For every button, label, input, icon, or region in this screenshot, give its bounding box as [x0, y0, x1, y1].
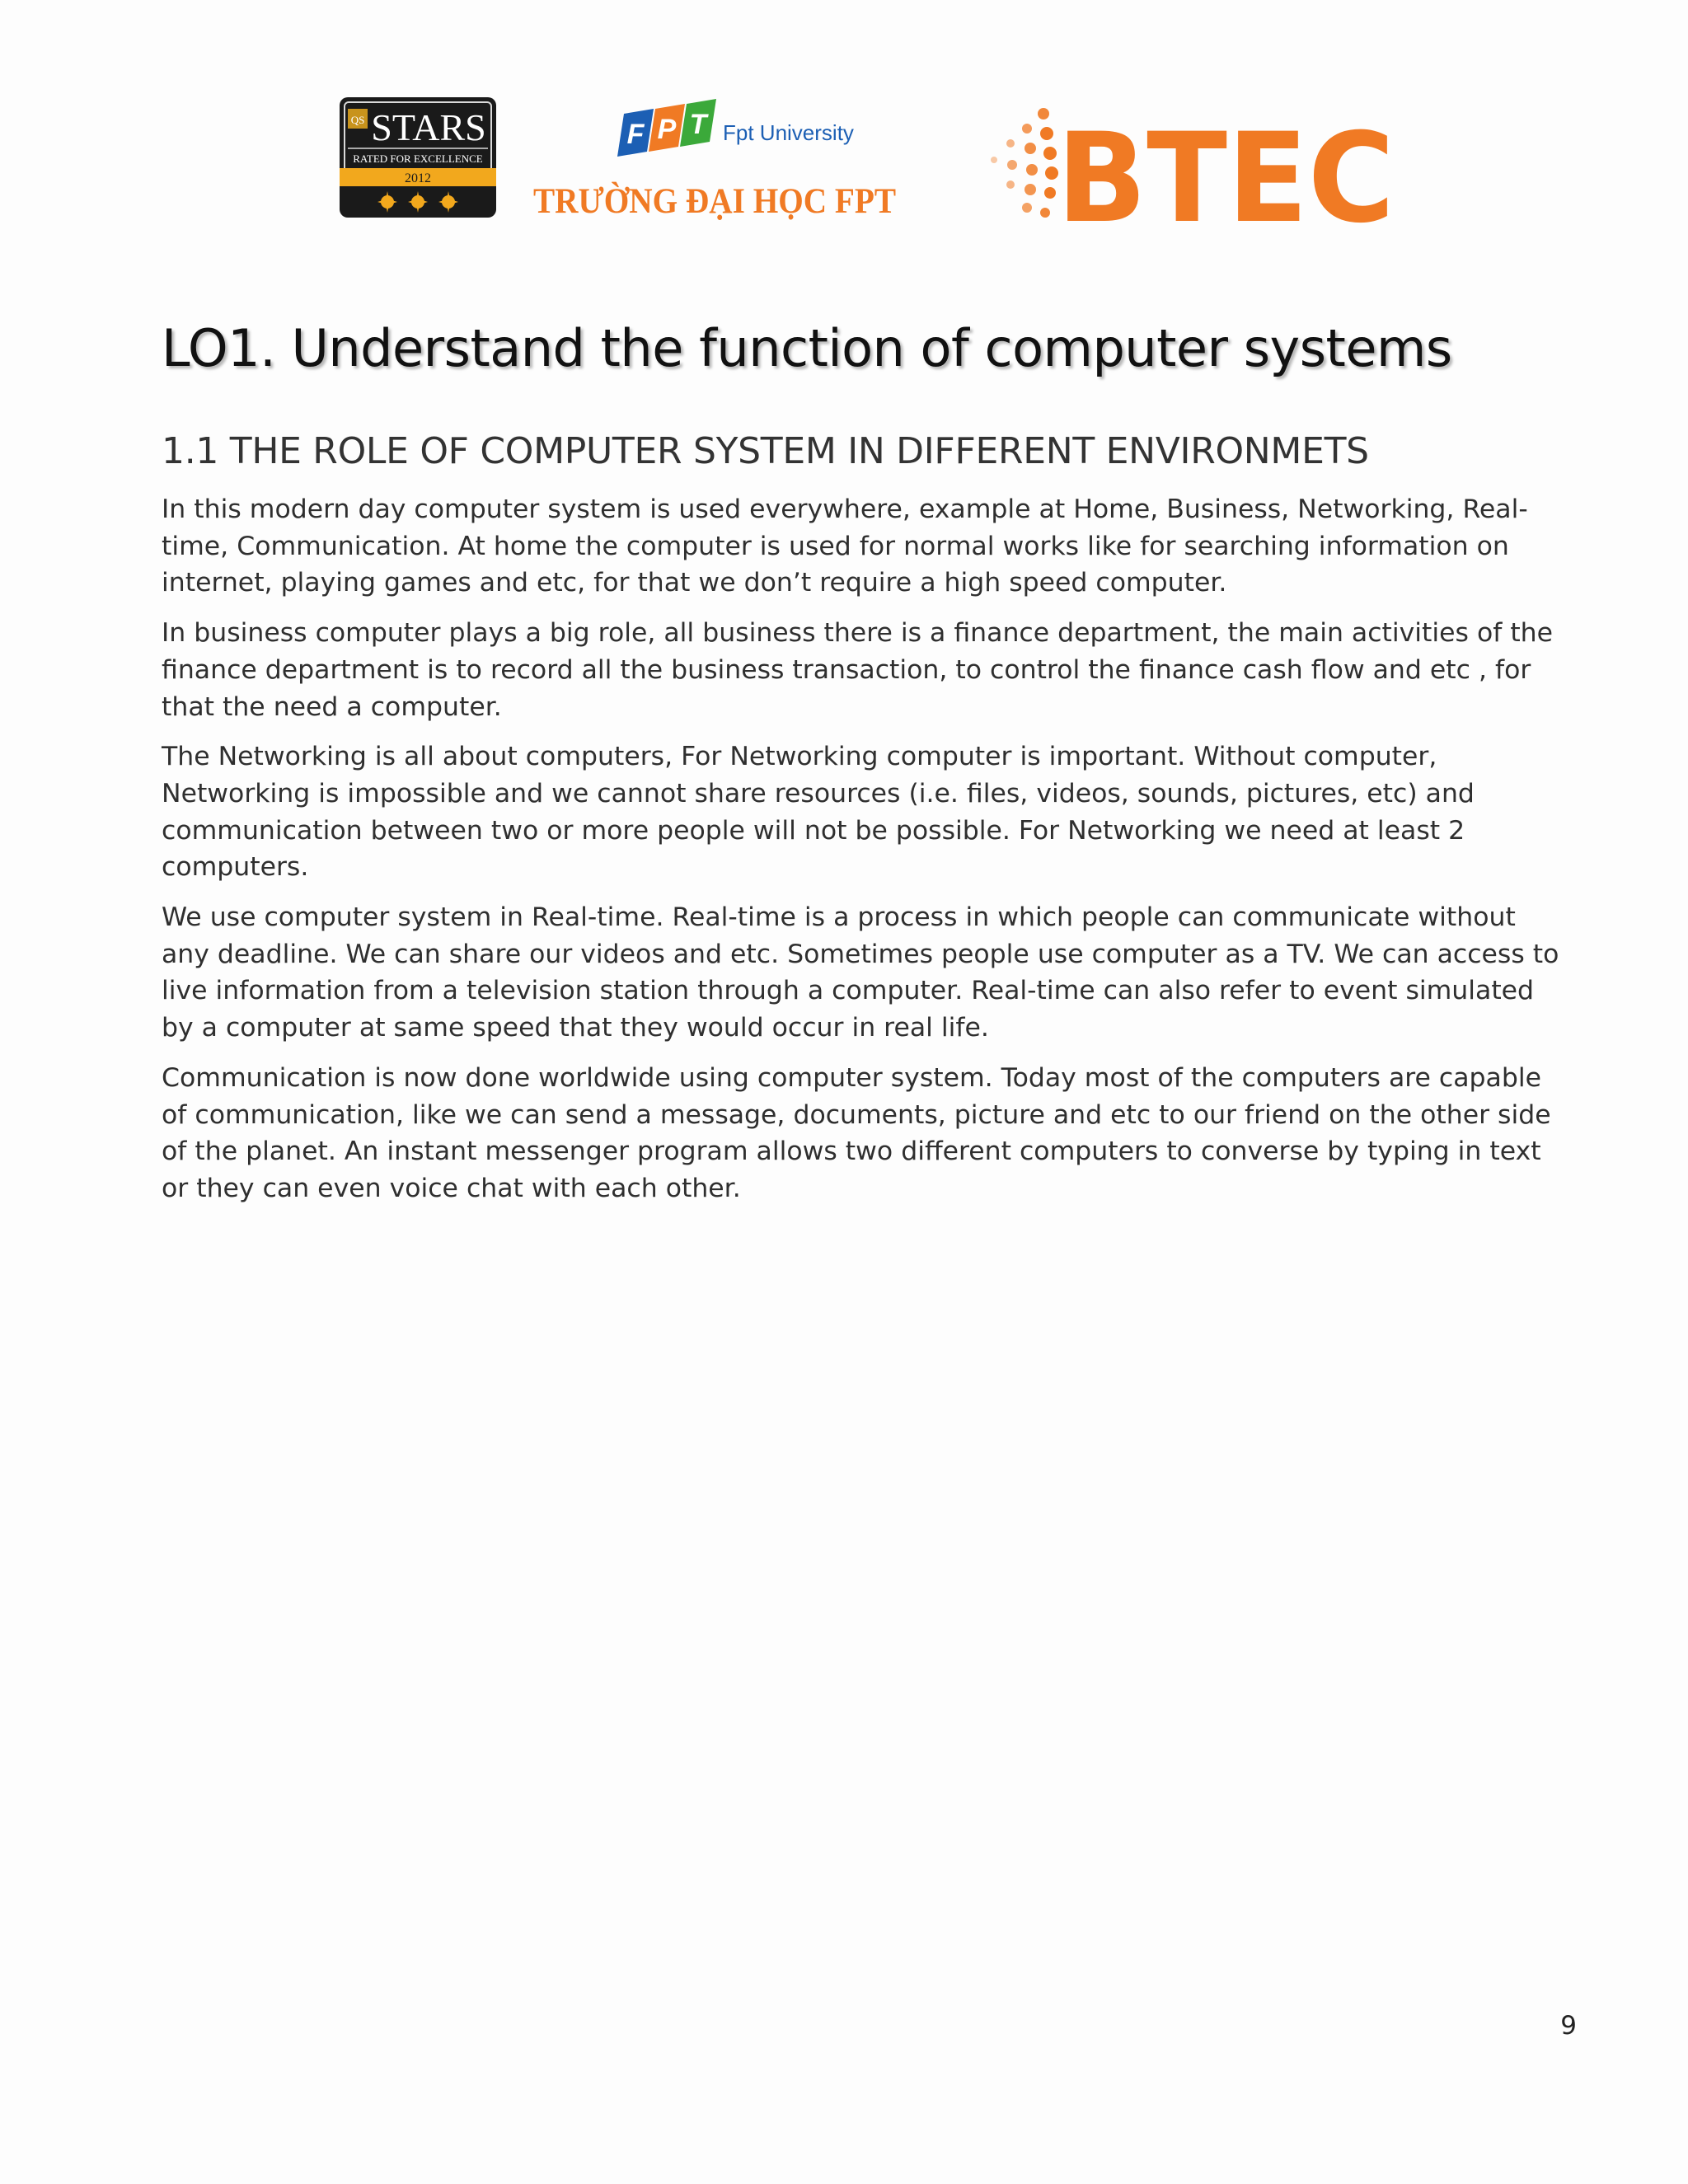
svg-text:P: P: [657, 114, 677, 145]
page-number: 9: [1560, 2011, 1577, 2041]
svg-text:F: F: [626, 119, 645, 150]
paragraph-real-time: We use computer system in Real-time. Real-time is a process in which people can communicate without any deadline. We can share our videos and etc. Sometimes people use computer as a TV. We can access to live information from a television station through a computer. Real-time can also refer to event simulated by a computer at same speed that they would occur in real life.: [162, 902, 1559, 1043]
svg-text:T: T: [689, 109, 707, 140]
qs-badge-text: QS: [350, 114, 365, 126]
fpt-school-name: TRƯỜNG ĐẠI HỌC FPT: [533, 182, 897, 221]
btec-logo: [981, 97, 1409, 237]
paragraph-networking: The Networking is all about computers, For Networking computer is important. Without computer, Networking is impossible and we cannot share resources (i.e. files, videos, sounds, pictures, etc) and communication between two or more people will not be possible. For Networking we need at least 2 computers.: [162, 742, 1475, 883]
paragraph-business: In business computer plays a big role, all business there is a finance department, the main activities of the finance department is to record all the business transaction, to control the finance cash flow and etc , for that the need a computer.: [162, 618, 1554, 722]
paragraph-communication: Communication is now done worldwide using computer system. Today most of the computers are capable of communication, like we can send a message, documents, picture and etc to our friend on the other side of the planet. An instant messenger program allows two different computers to converse by typing in text or they can even voice chat with each other.: [162, 1062, 1551, 1203]
fpt-university-logo: [532, 92, 911, 232]
fpt-letter-blocks-icon: [617, 99, 716, 157]
btec-dots-icon: [991, 108, 1058, 218]
qs-stars-logo: [340, 97, 501, 223]
qs-stars-title: STARS: [371, 106, 486, 148]
document-body: [162, 312, 1563, 1207]
section-heading: 1.1 THE ROLE OF COMPUTER SYSTEM IN DIFFERENT ENVIRONMETS: [162, 430, 1369, 472]
header-logos: [0, 0, 1688, 264]
page-title: LO1. Understand the function of computer systems: [162, 318, 1452, 378]
fpt-university-name: Fpt University: [723, 120, 854, 145]
paragraph-home: In this modern day computer system is used everywhere, example at Home, Business, Networking, Real-time, Communication. At home the computer is used for normal works like for searching information on internet, playing games and etc, for that we don’t require a high speed computer.: [162, 494, 1528, 598]
qs-stars-year: 2012: [405, 171, 431, 185]
btec-wordmark: BTEC: [1057, 107, 1395, 237]
qs-stars-subtitle: RATED FOR EXCELLENCE: [353, 152, 483, 165]
